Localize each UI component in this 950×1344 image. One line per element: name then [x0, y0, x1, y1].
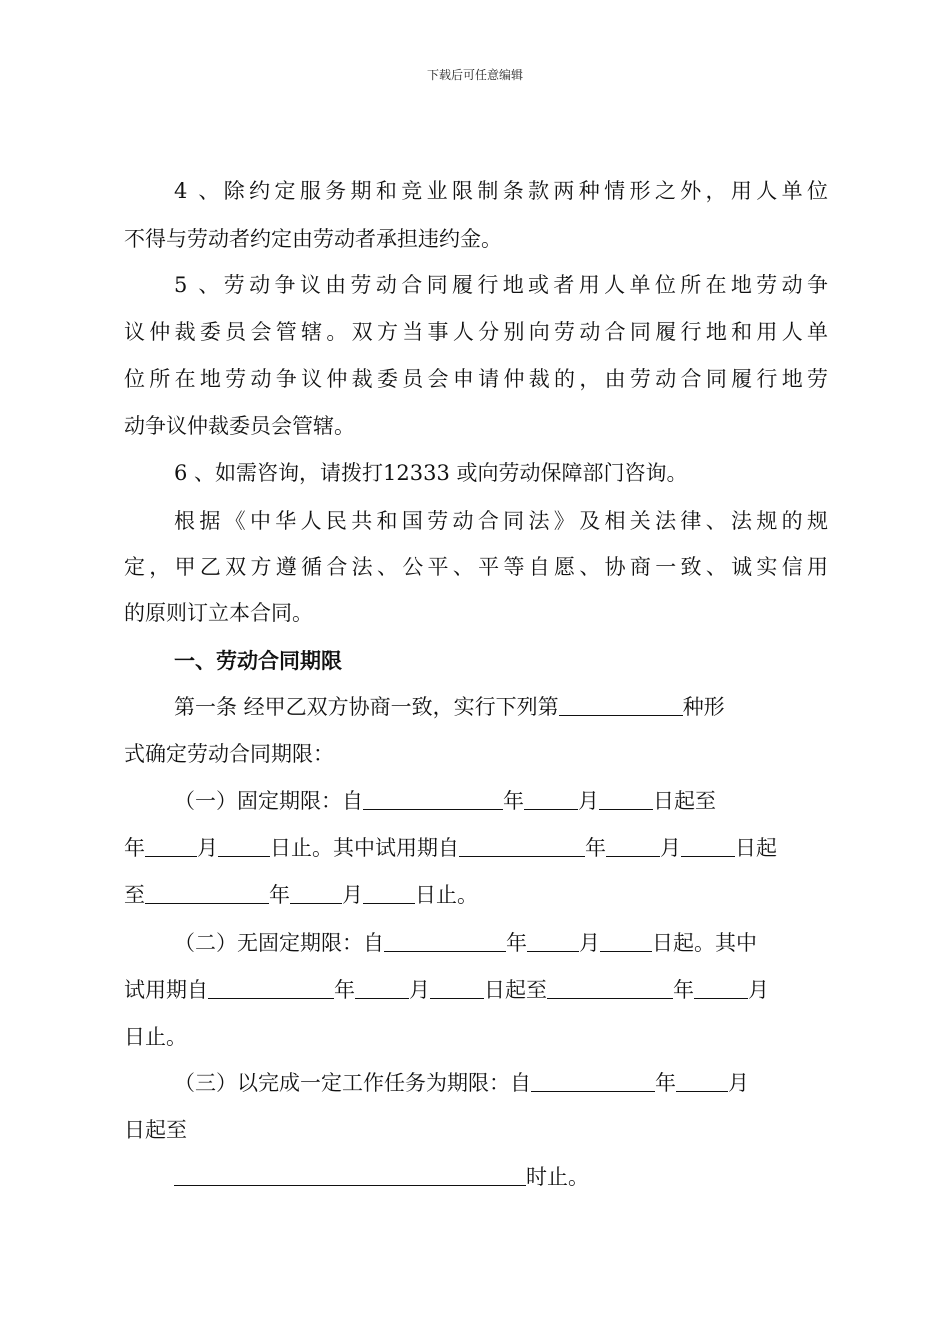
label-day-from: 日起。其中 — [652, 931, 757, 955]
fixed-term-line-2 — [124, 833, 828, 863]
paragraph-7-line-3: 的原则订立本合同。 — [124, 601, 313, 625]
label-month: 月 — [409, 978, 430, 1002]
label-to: 至 — [124, 883, 145, 907]
blank-trial-start-day[interactable] — [681, 834, 735, 857]
label-month: 月 — [578, 789, 599, 813]
article-1-text-a: 第一条 经甲乙双方协商一致，实行下列第 — [174, 695, 559, 719]
label-year: 年 — [673, 978, 694, 1002]
label-month: 月 — [728, 1071, 749, 1095]
blank-open-start-month[interactable] — [527, 929, 579, 952]
paragraph-5-line-1: 5 、劳动争议由劳动合同履行地或者用人单位所在地劳动争 — [174, 273, 828, 297]
task-term-line-2: 日起至 — [124, 1118, 187, 1142]
header-note: 下载后可任意编辑 — [426, 68, 523, 82]
label-year: 年 — [269, 883, 290, 907]
blank-open-start-day[interactable] — [600, 929, 652, 952]
article-1-line-2: 式确定劳动合同期限： — [124, 742, 334, 766]
label-year: 年 — [655, 1071, 676, 1095]
open-term-label: （二）无固定期限：自 — [174, 931, 384, 955]
blank-open-trial-start-year[interactable] — [208, 976, 334, 999]
blank-open-trial-end-year[interactable] — [547, 976, 673, 999]
label-day-from: 日起 — [735, 836, 777, 860]
label-year: 年 — [503, 789, 524, 813]
blank-fixed-start-year[interactable] — [363, 787, 503, 810]
blank-trial-start-year[interactable] — [459, 834, 585, 857]
label-end: 日止。 — [415, 883, 478, 907]
label-end: 时止。 — [526, 1165, 589, 1189]
blank-trial-end-day[interactable] — [363, 881, 415, 904]
blank-form-number[interactable] — [559, 693, 683, 716]
paragraph-4-line-1: 4 、除约定服务期和竞业限制条款两种情形之外，用人单位 — [174, 179, 828, 203]
blank-open-start-year[interactable] — [384, 929, 506, 952]
blank-task-start-year[interactable] — [531, 1069, 655, 1092]
paragraph-4-line-2: 不得与劳动者约定由劳动者承担违约金。 — [124, 227, 502, 251]
label-year: 年 — [585, 836, 606, 860]
blank-trial-start-month[interactable] — [606, 834, 660, 857]
label-end-trial: 日止。其中试用期自 — [270, 836, 459, 860]
label-day-from: 日起至 — [653, 789, 716, 813]
fixed-term-line-1 — [174, 786, 828, 816]
label-year: 年 — [506, 931, 527, 955]
blank-open-trial-start-month[interactable] — [355, 976, 409, 999]
paragraph-5-line-2: 议仲裁委员会管辖。双方当事人分别向劳动合同履行地和用人单 — [124, 320, 828, 344]
paragraph-6: 6 、如需咨询，请拨打12333 或向劳动保障部门咨询。 — [174, 461, 688, 485]
blank-fixed-start-month[interactable] — [524, 787, 578, 810]
blank-task-start-month[interactable] — [676, 1069, 728, 1092]
label-month: 月 — [342, 883, 363, 907]
label-month: 月 — [197, 836, 218, 860]
label-day-from: 日起至 — [484, 978, 547, 1002]
blank-open-trial-end-month[interactable] — [694, 976, 748, 999]
paragraph-5-line-3: 位所在地劳动争议仲裁委员会申请仲裁的，由劳动合同履行地劳 — [124, 367, 828, 391]
blank-fixed-end-month[interactable] — [145, 834, 197, 857]
open-term-line-1 — [174, 928, 828, 958]
label-month: 月 — [748, 978, 769, 1002]
section-title: 一、劳动合同期限 — [174, 648, 342, 673]
fixed-term-line-3 — [124, 880, 828, 910]
paragraph-5-line-4: 动争议仲裁委员会管辖。 — [124, 414, 355, 438]
task-term-line-1 — [174, 1068, 828, 1098]
task-term-line-3 — [174, 1162, 828, 1192]
fixed-term-label: （一）固定期限：自 — [174, 789, 363, 813]
blank-trial-end-month[interactable] — [290, 881, 342, 904]
paragraph-7-line-1: 根据《中华人民共和国劳动合同法》及相关法律、法规的规 — [174, 509, 828, 533]
open-term-line-3: 日止。 — [124, 1025, 187, 1049]
label-month: 月 — [660, 836, 681, 860]
label-year: 年 — [334, 978, 355, 1002]
paragraph-7-line-2: 定，甲乙双方遵循合法、公平、平等自愿、协商一致、诚实信用 — [124, 555, 828, 579]
task-term-label: （三）以完成一定工作任务为期限：自 — [174, 1071, 531, 1095]
label-month: 月 — [579, 931, 600, 955]
article-1-line-1 — [174, 692, 828, 722]
blank-fixed-end-day[interactable] — [218, 834, 270, 857]
label-year: 年 — [124, 836, 145, 860]
blank-trial-end-year[interactable] — [145, 881, 269, 904]
blank-fixed-start-day[interactable] — [599, 787, 653, 810]
blank-task-end[interactable] — [174, 1163, 526, 1186]
blank-open-trial-start-day[interactable] — [430, 976, 484, 999]
label-trial: 试用期自 — [124, 978, 208, 1002]
open-term-line-2 — [124, 975, 828, 1005]
article-1-text-b: 种形 — [682, 695, 725, 719]
